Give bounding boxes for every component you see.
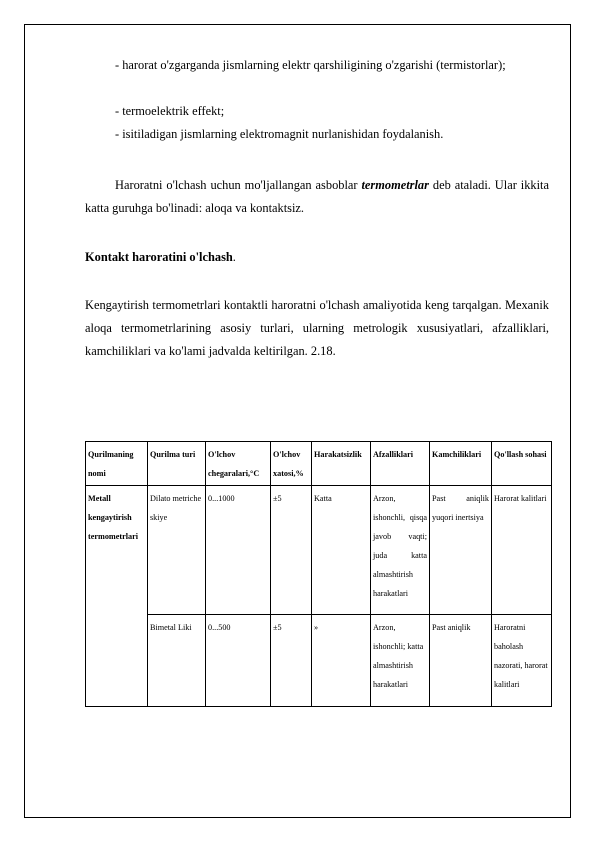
paragraph-thermometers [85,174,549,220]
header-device-name: Qurilmaning nomi [86,442,148,486]
term-thermometers: termometrlar [361,178,429,192]
paragraph-expansion-thermometers: Kengaytirish termometrlari kontaktli haroratni o'lchash amaliyotida keng tarqalgan. Mexanik aloqa termometrlarining asosiy turlari, ularning metrologik xususiyatlari, afzalliklari, kamchiliklari va ko'lami jadvalda keltirilgan. 2.18. [85,298,549,358]
disadvantages-cell: Past aniqlik yuqori inertsiya [430,486,492,615]
device-type-cell: Bimetal Liki [148,615,206,707]
paragraph-thermistors: - harorat o'zgarganda jismlarning elektr qarshiligining o'zgarishi (termistorlar); [115,58,506,72]
range-cell: 0...1000 [206,486,271,615]
header-disadvantages: Kamchiliklari [430,442,492,486]
advantages-cell: Arzon, ishonchli; katta almashtirish harakatlari [371,615,430,707]
error-cell: ±5 [271,615,312,707]
header-inertia: Harakatsizlik [312,442,371,486]
header-application-scope: Qo'llash sohasi [492,442,552,486]
scope-cell: Haroratni baholash nazorati, harorat kalitlari [492,615,552,707]
section-heading-dot: . [232,250,236,264]
paragraph-radiation: - isitiladigan jismlarning elektromagnit nurlanishidan foydalanish. [115,127,444,141]
range-cell: 0...500 [206,615,271,707]
table-row [86,615,552,707]
disadvantages-cell: Past aniqlik [430,615,492,707]
inertia-cell: » [312,615,371,707]
paragraph-thermoelectric: - termoelektrik effekt; [115,104,225,118]
scope-cell: Harorat kalitlari [492,486,552,615]
table-row [86,486,552,615]
header-device-type: Qurilma turi [148,442,206,486]
header-measurement-range: O'lchov chegaralari,°C [206,442,271,486]
paragraph-thermometers-start: Haroratni o'lchash uchun mo'ljallangan asboblar [115,178,362,192]
header-measurement-error: O'lchov xatosi,% [271,442,312,486]
inertia-cell: Katta [312,486,371,615]
device-type-cell: Dilato metriche skiye [148,486,206,615]
paragraph-thermometers-end: deb ataladi. Ular ikkita katta guruhga bo'linadi: aloqa va kontaktsiz. [85,178,549,215]
thermometer-table [85,441,552,707]
error-cell: ±5 [271,486,312,615]
table-header-row [86,442,552,486]
group-name-cell: Metall kengaytirish termometrlari [86,486,148,707]
advantages-cell: Arzon, ishonchli, qisqa javob vaqti; juda katta almashtirish harakatlari [371,486,430,615]
section-heading-text: Kontakt haroratini o'lchash [85,250,233,264]
header-advantages: Afzalliklari [371,442,430,486]
section-heading [85,246,549,269]
